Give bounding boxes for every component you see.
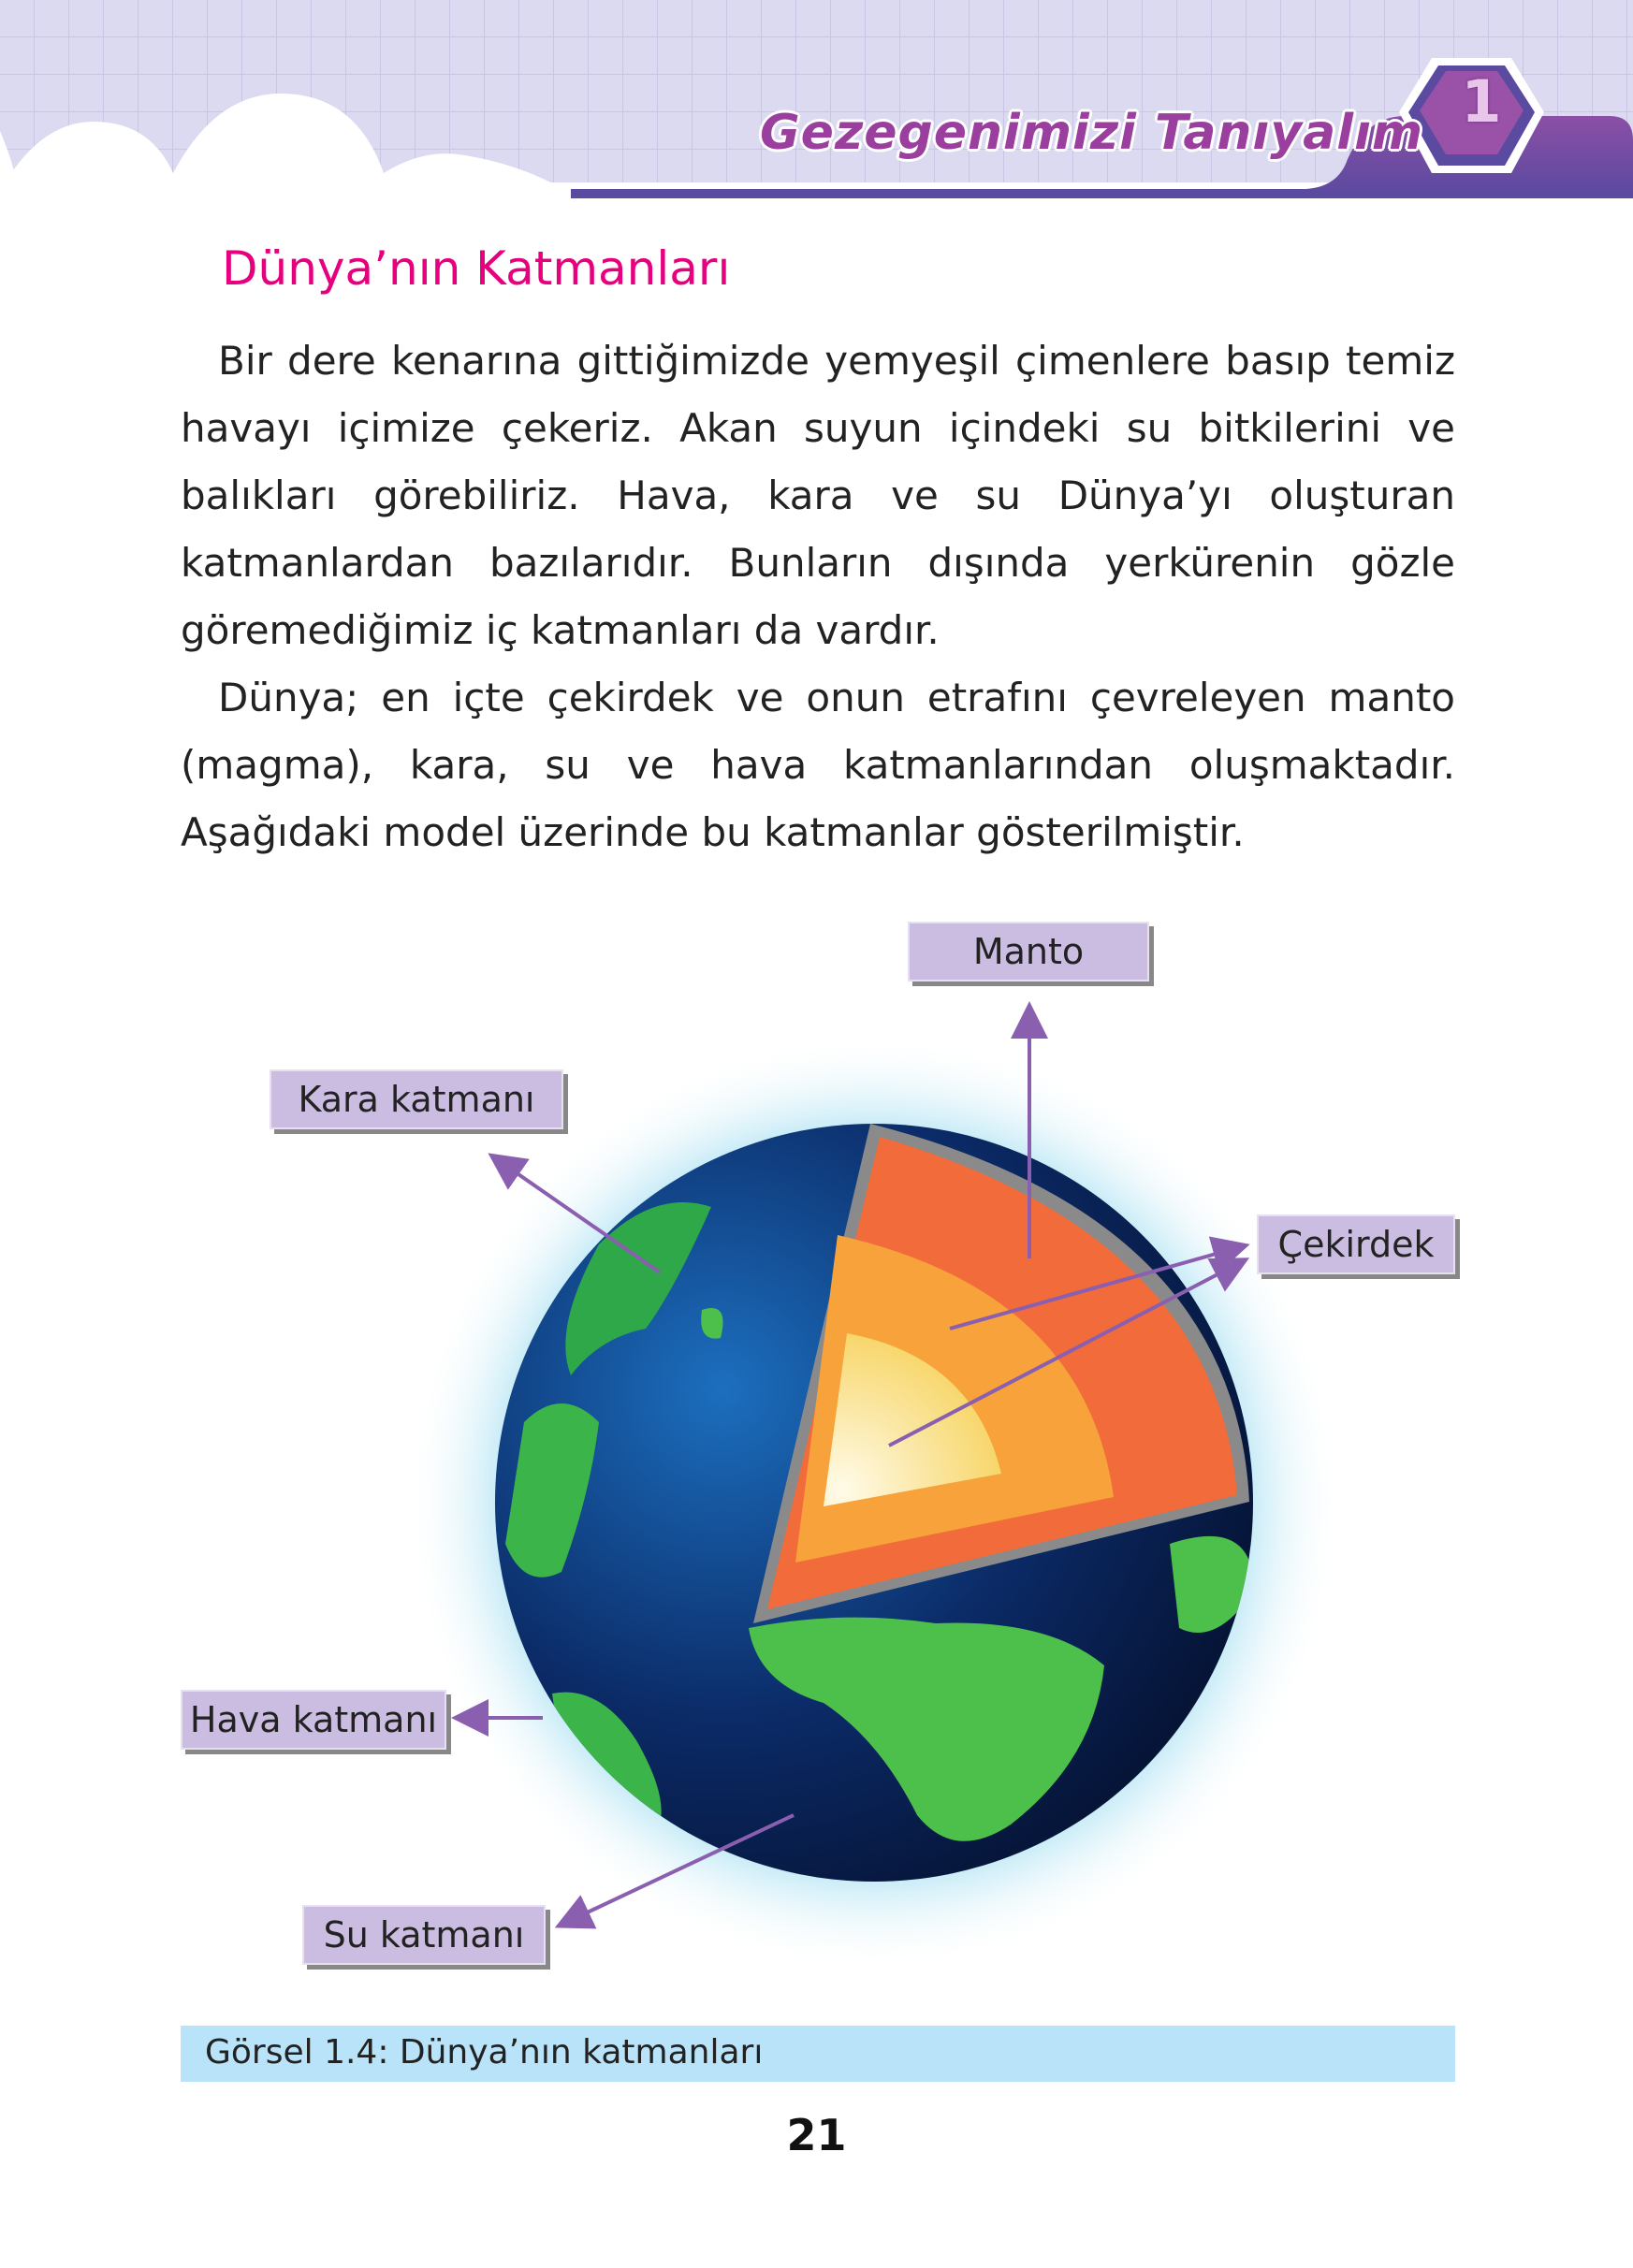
paragraph-2-text: Dünya; en içte çekirdek ve onun etrafını çevreleyen manto (magma), kara, su ve hava katmanlarından oluşmaktadır. Aşağıdaki model üzerinde bu katmanlar gösterilmiştir. <box>181 675 1455 855</box>
label-cekirdek: Çekirdek <box>1257 1214 1455 1274</box>
page-number: 21 <box>786 2110 847 2160</box>
label-manto: Manto <box>908 922 1149 981</box>
figure-caption <box>181 2026 1455 2082</box>
figure-caption-text: Görsel 1.4: Dünya’nın katmanları <box>205 2033 764 2072</box>
label-hava-katmani: Hava katmanı <box>181 1690 446 1750</box>
section-heading: Dünya’nın Katmanları <box>222 241 731 296</box>
label-su-katmani: Su katmanı <box>302 1905 546 1965</box>
chapter-number-badge: 1 <box>1461 67 1502 136</box>
label-kara-katmani: Kara katmanı <box>270 1069 563 1129</box>
chapter-title: Gezegenimizi Tanıyalım <box>760 105 1424 161</box>
paragraph-1-text: Bir dere kenarına gittiğimizde yemyeşil çimenlere basıp temiz havayı içimize çekeriz. Akan suyun içindeki su bitkilerini ve balıkları görebiliriz. Hava, kara ve su Dünya’yı oluşturan katmanlardan bazılarıdır. Bunların dışında yerkürenin gözle göremediğimiz iç katmanları da vardır. <box>181 338 1455 653</box>
